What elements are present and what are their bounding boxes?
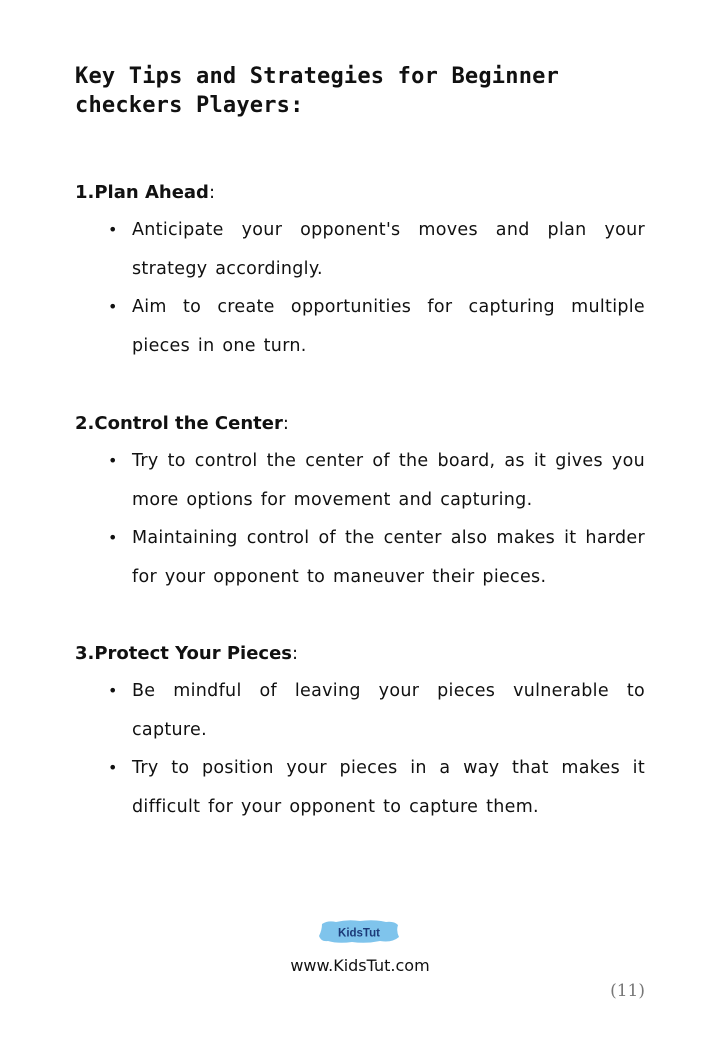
bullet-icon: • bbox=[108, 758, 118, 777]
section-heading bbox=[75, 412, 645, 436]
bullet-list bbox=[75, 211, 645, 365]
list-item-text: Maintaining control of the center also makes it harder for your opponent to maneuver their pieces. bbox=[132, 528, 645, 587]
heading-colon: : bbox=[282, 413, 289, 434]
bullet-icon: • bbox=[108, 528, 118, 547]
heading-colon: : bbox=[292, 643, 299, 664]
section-heading bbox=[75, 181, 645, 205]
bullet-icon: • bbox=[108, 297, 118, 316]
bullet-icon: • bbox=[108, 451, 118, 470]
logo-text: KidsTut bbox=[338, 927, 380, 940]
list-item-text: Aim to create opportunities for capturing multiple pieces in one turn. bbox=[132, 297, 645, 356]
kidstut-logo bbox=[318, 918, 400, 946]
bullet-icon: • bbox=[108, 681, 118, 700]
bullet-list bbox=[75, 672, 645, 826]
bullet-icon: • bbox=[108, 220, 118, 239]
section-heading-text: 1.Plan Ahead bbox=[75, 182, 209, 203]
section-protect-pieces bbox=[75, 642, 645, 826]
list-item bbox=[75, 211, 645, 288]
section-heading bbox=[75, 642, 645, 666]
page-title: Key Tips and Strategies for Beginner checkers Players: bbox=[75, 64, 560, 118]
section-plan-ahead bbox=[75, 181, 645, 365]
list-item-text: Try to control the center of the board, as it gives you more options for movement and capturing. bbox=[132, 451, 645, 510]
list-item bbox=[75, 672, 645, 749]
section-heading-text: 2.Control the Center bbox=[75, 413, 283, 434]
list-item-text: Be mindful of leaving your pieces vulnerable to capture. bbox=[132, 681, 645, 740]
section-heading-text: 3.Protect Your Pieces bbox=[75, 643, 293, 664]
website-url: www.KidsTut.com bbox=[290, 956, 430, 975]
list-item bbox=[75, 519, 645, 596]
page-number: (11) bbox=[610, 981, 645, 1001]
list-item-text: Anticipate your opponent's moves and plan your strategy accordingly. bbox=[132, 220, 645, 279]
list-item bbox=[75, 442, 645, 519]
bullet-list bbox=[75, 442, 645, 596]
list-item-text: Try to position your pieces in a way that makes it difficult for your opponent to capture them. bbox=[132, 758, 645, 817]
list-item bbox=[75, 288, 645, 365]
section-control-center bbox=[75, 412, 645, 596]
list-item bbox=[75, 749, 645, 826]
heading-colon: : bbox=[208, 182, 216, 203]
